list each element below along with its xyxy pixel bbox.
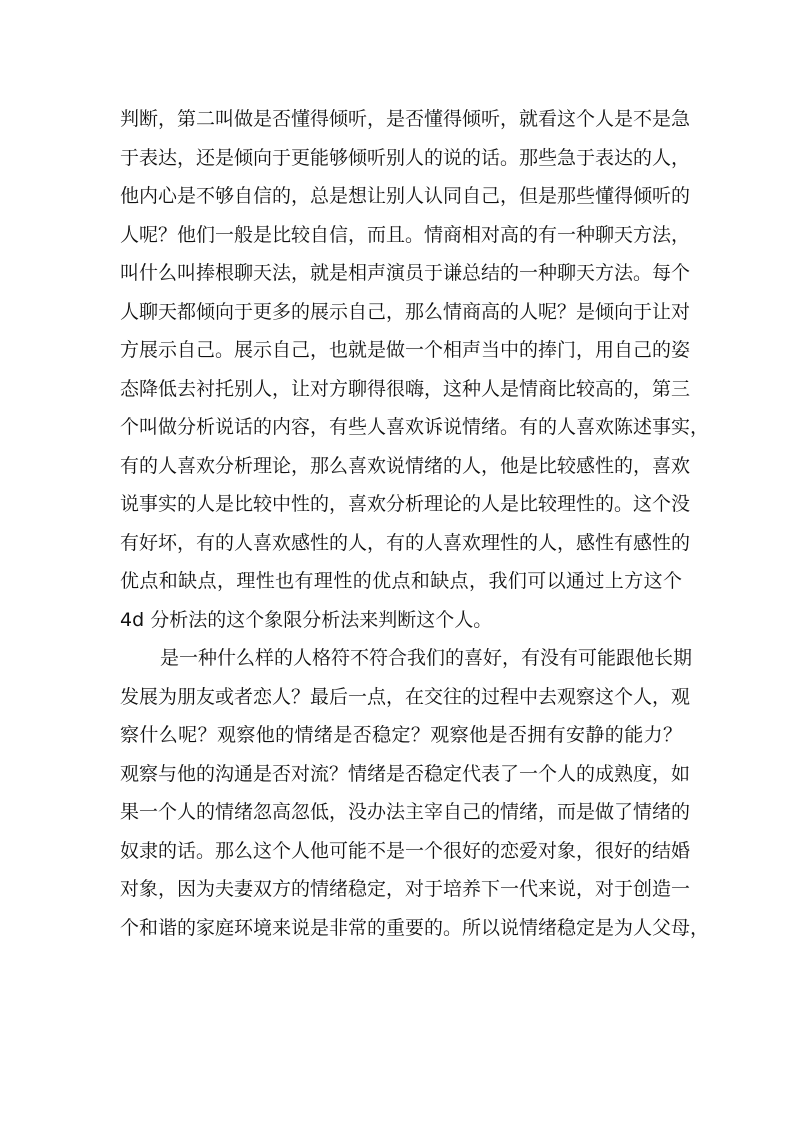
text-line: 方展示自己。展示自己，也就是做一个相声当中的捧门，用自己的姿 [120, 339, 691, 361]
text-line: 对象，因为夫妻双方的情绪稳定，对于培养下一代来说，对于创造一 [120, 878, 691, 900]
text-line: 是一种什么样的人格符不符合我们的喜好，有没有可能跟他长期 [160, 647, 693, 669]
text-line: 于表达，还是倾向于更能够倾听别人的说的话。那些急于表达的人， [120, 146, 691, 169]
text-line: 人聊天都倾向于更多的展示自己，那么情商高的人呢？是倾向于让对 [120, 300, 691, 323]
text-line: 察什么呢？观察他的情绪是否稳定？观察他是否拥有安静的能力？ [120, 724, 682, 746]
text-line: 4d 分析法的这个象限分析法来判断这个人。 [120, 608, 493, 631]
text-line: 果一个人的情绪忽高忽低，没办法主宰自己的情绪，而是做了情绪的 [120, 801, 691, 823]
text-line: 叫什么叫捧根聊天法，就是相声演员于谦总结的一种聊天方法。每个 [120, 262, 691, 284]
text-line: 观察与他的沟通是否对流？情绪是否稳定代表了一个人的成熟度，如 [120, 762, 691, 785]
text-line: 个叫做分析说话的内容，有些人喜欢诉说情绪。有的人喜欢陈述事实， [120, 416, 710, 438]
text-line: 奴隶的话。那么这个人他可能不是一个很好的恋爱对象，很好的结婚 [120, 839, 691, 862]
text-line: 有好坏，有的人喜欢感性的人，有的人喜欢理性的人，感性有感性的 [120, 531, 691, 554]
text-line: 态降低去衬托别人，让对方聊得很嗨，这种人是情商比较高的，第三 [120, 377, 691, 400]
text-line: 人呢？他们一般是比较自信，而且。情商相对高的有一种聊天方法， [120, 223, 691, 246]
text-line: 说事实的人是比较中性的，喜欢分析理论的人是比较理性的。这个没 [120, 493, 691, 515]
text-line: 发展为朋友或者恋人？最后一点，在交往的过程中去观察这个人，观 [120, 685, 691, 708]
text-line: 判断，第二叫做是否懂得倾听，是否懂得倾听，就看这个人是不是急 [120, 108, 691, 130]
text-line: 有的人喜欢分析理论，那么喜欢说情绪的人，他是比较感性的，喜欢 [120, 454, 691, 477]
text-line: 个和谐的家庭环境来说是非常的重要的。所以说情绪稳定是为人父母， [120, 916, 710, 939]
text-line: 他内心是不够自信的，总是想让别人认同自己，但是那些懂得倾听的 [120, 185, 691, 207]
body-text [120, 100, 710, 947]
text-line: 优点和缺点，理性也有理性的优点和缺点，我们可以通过上方这个 [120, 570, 682, 592]
